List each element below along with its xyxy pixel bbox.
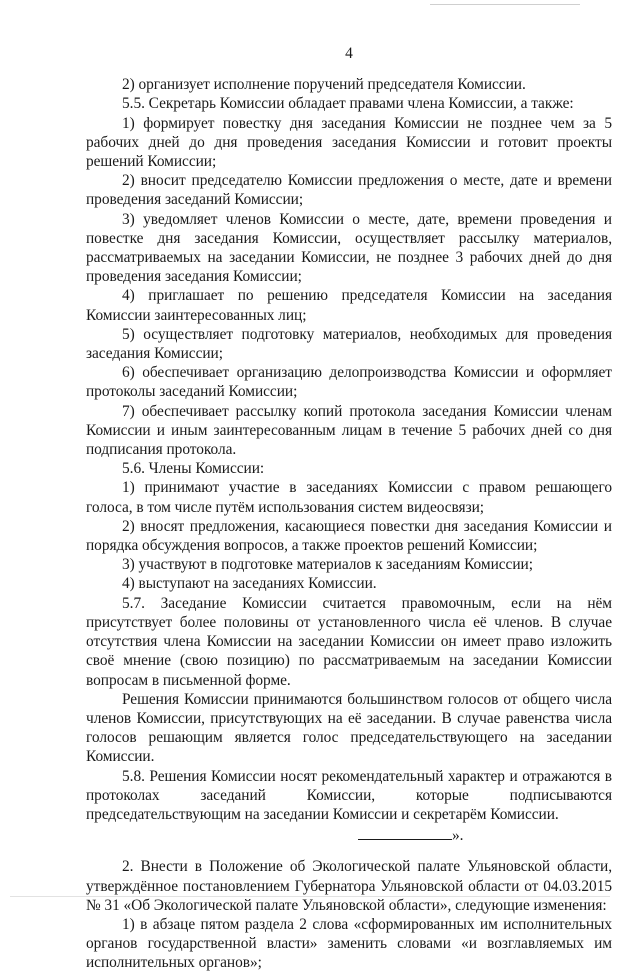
paragraph: 6) обеспечивает организацию делопроизводства Комиссии и оформляет протоколы заседаний Комиссии; [86,364,612,401]
page-number: 4 [345,45,353,62]
paragraph: 1) принимают участие в заседаниях Комиссии с правом решающего голоса, в том числе путём использования систем видеосвязи; [86,479,612,516]
paragraph: 4) приглашает по решению председателя Комиссии на заседания Комиссии заинтересованных лиц; [86,287,612,324]
signature-underline [358,826,452,840]
paragraph: 2. Внести в Положение об Экологической палате Ульяновской области, утверждённое постановлением Губернатора Ульяновской области от 04.03.2015 № 31 «Об Экологической палате Ульяновской области», следующие изменения: [86,858,612,914]
document-body [86,75,612,972]
paragraph: 2) вносят предложения, касающиеся повестки дня заседания Комиссии и порядка обсуждения вопросов, а также проектов решений Комиссии; [86,517,612,555]
paragraph: 2) вносит председателю Комиссии предложения о месте, дате и времени проведения заседаний Комиссии; [86,172,612,209]
paragraph: 5.5. Секретарь Комиссии обладает правами члена Комиссии, а также: [122,95,574,113]
scan-artifact-bottom [10,896,610,897]
paragraph: 5.8. Решения Комиссии носят рекомендательный характер и отражаются в протоколах заседаний Комиссии, которые подписываются председательствующим на заседании Комиссии и секретарём Комиссии. [86,767,612,823]
scan-artifact-top [430,4,580,5]
paragraph: 4) выступают на заседаниях Комиссии. [122,575,377,593]
document-page [86,44,612,973]
paragraph: 7) обеспечивает рассылку копий протокола заседания Комиссии членам Комиссии и иным заинтересованным лицам в течение 5 рабочих дней со дня подписания протокола. [86,402,612,459]
paragraph: Решения Комиссии принимаются большинством голосов от общего числа членов Комиссии, присутствующих на её заседании. В случае равенства числа голосов решающим является голос председательствующего на заседании Комиссии. [86,690,612,766]
paragraph: 3) участвуют в подготовке материалов к заседаниям Комиссии; [122,556,533,574]
paragraph: 5) осуществляет подготовку материалов, необходимых для проведения заседания Комиссии; [86,325,612,363]
paragraph: 2) организует исполнение поручений председателя Комиссии. [122,76,526,94]
closing-quote: ». [452,827,464,845]
closing-line [86,826,612,845]
section-gap [86,845,612,857]
paragraph: 1) формирует повестку дня заседания Комиссии не позднее чем за 5 рабочих дней до дня проведения заседания Комиссии и готовит проекты решений Комиссии; [86,114,612,171]
paragraph: 3) уведомляет членов Комиссии о месте, дате, времени проведения и повестке дня заседания Комиссии, осуществляет рассылку материалов, рассматриваемых на заседании Комиссии, не позднее 3 рабочих дней до дня проведения заседания Комиссии; [86,210,612,286]
paragraph: 1) в абзаце пятом раздела 2 слова «сформированных им исполнительных органов государственной власти» заменить словами «и возглавляемых им исполнительных органов»; [86,915,612,972]
paragraph: 5.6. Члены Комиссии: [122,460,265,478]
paragraph: 5.7. Заседание Комиссии считается правомочным, если на нём присутствует более половины от установленного числа её членов. В случае отсутствия члена Комиссии на заседании Комиссии он имеет право изложить своё мнение (свою позицию) по рассматриваемым на заседании Комиссии вопросам в письменной форме. [86,594,612,689]
